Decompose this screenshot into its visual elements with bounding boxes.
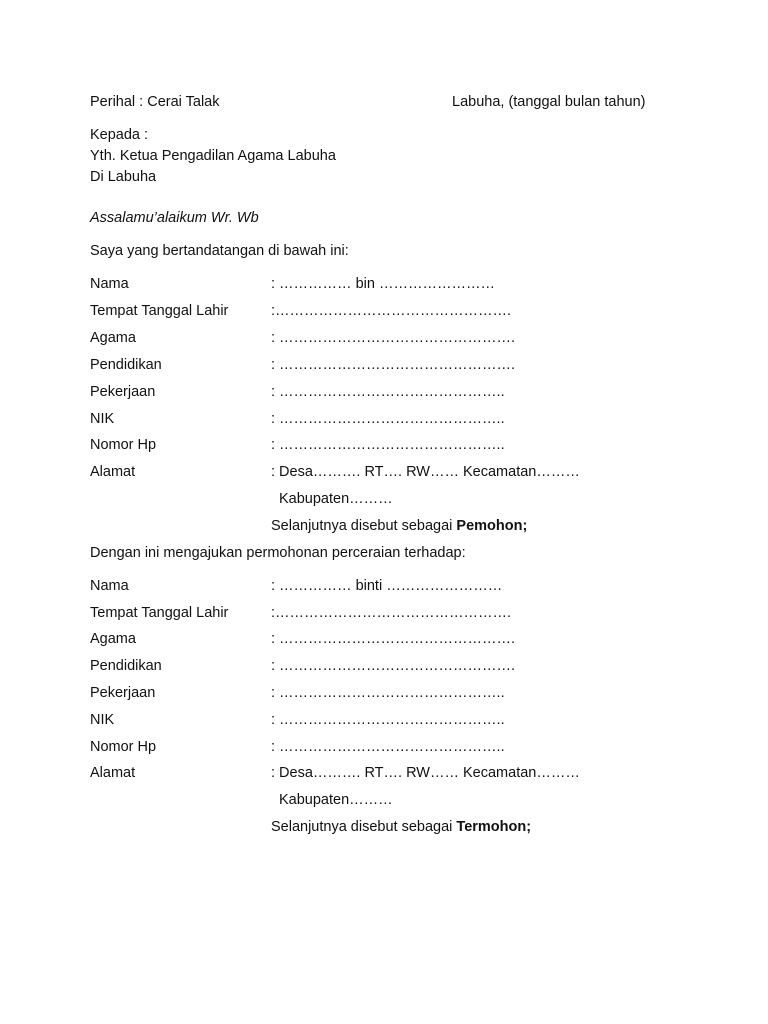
field-value: : …………………………………………. [271, 658, 516, 674]
intro-text: Saya yang bertandatangan di bawah ini: [90, 243, 349, 259]
field-value: : …………………………………………. [271, 631, 516, 647]
designation-prefix: Selanjutnya disebut sebagai [271, 518, 457, 534]
field-label: Nama [90, 276, 129, 292]
field-label: NIK [90, 411, 115, 427]
field-value: : ……………………………………….. [271, 437, 505, 453]
field-label: Pekerjaan [90, 384, 156, 400]
field-label: NIK [90, 712, 115, 728]
field-label: Alamat [90, 464, 136, 480]
field-value: : Desa………. RT…. RW…… Kecamatan……… [271, 765, 580, 781]
designation-term: Termohon; [456, 819, 532, 835]
field-label: Pekerjaan [90, 685, 156, 701]
field-label: Tempat Tanggal Lahir [90, 605, 229, 621]
field-value: : Desa………. RT…. RW…… Kecamatan……… [271, 464, 580, 480]
field-label: Nomor Hp [90, 739, 157, 755]
field-label: Nama [90, 578, 129, 594]
recipient-to: Kepada : [90, 127, 149, 143]
field-label: Alamat [90, 765, 136, 781]
field-value: : …………………………………………. [271, 330, 516, 346]
designation-line [271, 517, 527, 535]
field-value: :…………………………………………. [271, 605, 512, 621]
greeting: Assalamu’alaikum Wr. Wb [90, 210, 259, 226]
recipient-location: Di Labuha [90, 169, 157, 185]
field-value: :…………………………………………. [271, 303, 512, 319]
field-label: Tempat Tanggal Lahir [90, 303, 229, 319]
field-value: : ……………………………………….. [271, 411, 505, 427]
address-continuation: Kabupaten……… [279, 491, 393, 507]
field-value: : …………… bin …………………… [271, 276, 495, 292]
designation-prefix: Selanjutnya disebut sebagai [271, 819, 457, 835]
field-value: : ……………………………………….. [271, 712, 505, 728]
designation-term: Pemohon; [456, 518, 528, 534]
field-value: : …………… binti …………………… [271, 578, 503, 594]
field-label: Agama [90, 631, 136, 647]
subject-line: Perihal : Cerai Talak [90, 94, 220, 110]
recipient-addressee: Yth. Ketua Pengadilan Agama Labuha [90, 148, 336, 164]
designation-line [271, 818, 531, 836]
address-continuation: Kabupaten……… [279, 792, 393, 808]
field-value: : ……………………………………….. [271, 384, 505, 400]
petition-intro: Dengan ini mengajukan permohonan perceraian terhadap: [90, 545, 466, 561]
place-date-line: Labuha, (tanggal bulan tahun) [452, 94, 646, 110]
field-value: : ……………………………………….. [271, 739, 505, 755]
field-label: Agama [90, 330, 136, 346]
field-value: : ……………………………………….. [271, 685, 505, 701]
field-label: Pendidikan [90, 658, 162, 674]
field-label: Nomor Hp [90, 437, 157, 453]
field-label: Pendidikan [90, 357, 162, 373]
field-value: : …………………………………………. [271, 357, 516, 373]
